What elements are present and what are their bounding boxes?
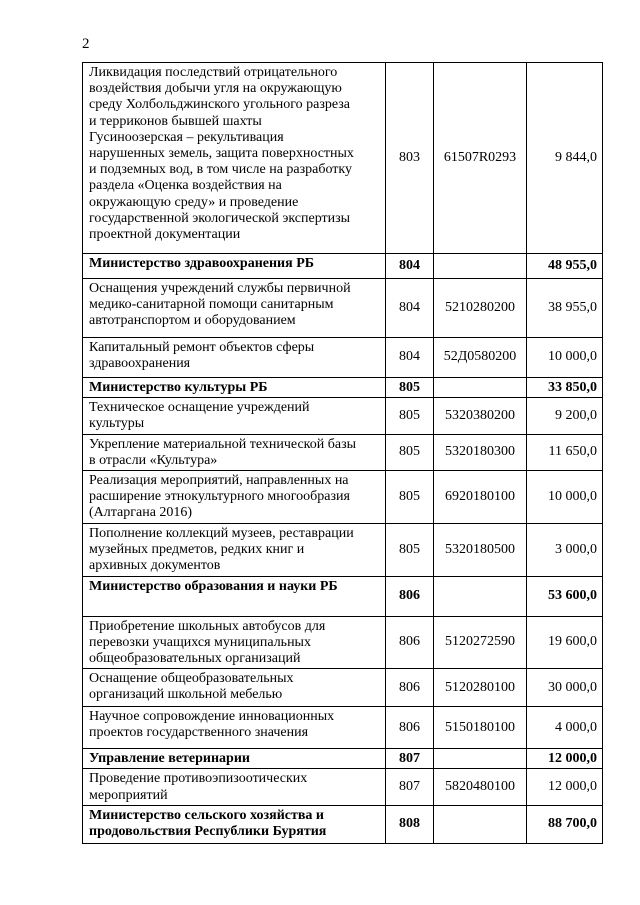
target-article-code [434,576,527,616]
row-description [83,805,386,843]
description-line: Приобретение школьных автобусов для [89,618,326,634]
description-line: мероприятий [89,787,168,803]
ministry-code: 805 [386,378,434,398]
amount-value: 4 000,0 [527,707,603,749]
ministry-code: 807 [386,749,434,769]
page-number: 2 [82,36,90,52]
ministry-code: 804 [386,254,434,279]
ministry-code: 806 [386,707,434,749]
description-line: Оснащение общеобразовательных [89,671,294,687]
amount-value: 38 955,0 [527,279,603,338]
ministry-code: 805 [386,434,434,470]
table-row [83,338,603,378]
description-line: перевозки учащихся муниципальных [89,634,311,650]
description-line: культуры [89,416,145,432]
description-line: Укрепление материальной технической базы [89,436,357,452]
target-article-code: 5210280200 [434,279,527,338]
description-line: Ликвидация последствий отрицательного [89,65,338,80]
amount-value: 30 000,0 [527,669,603,707]
budget-table-body [83,63,603,844]
table-group-row [83,254,603,279]
row-description [83,769,386,805]
ministry-code: 805 [386,471,434,524]
table-group-row [83,378,603,398]
target-article-code [434,749,527,769]
ministry-code: 805 [386,398,434,434]
amount-value: 12 000,0 [527,769,603,805]
budget-table [82,62,603,844]
description-line: Капитальный ремонт объектов сферы [89,340,315,355]
row-description [83,338,386,378]
table-row [83,434,603,470]
description-line: окружающую среду» и проведение [89,194,299,210]
amount-value: 10 000,0 [527,471,603,524]
description-line: общеобразовательных организаций [89,651,301,667]
row-description [83,434,386,470]
target-article-code: 5120280100 [434,669,527,707]
ministry-code: 803 [386,63,434,254]
target-article-code: 61507R0293 [434,63,527,254]
description-line: Научное сопровождение инновационных [89,709,335,725]
target-article-code: 5320380200 [434,398,527,434]
row-description [83,279,386,338]
amount-value: 53 600,0 [527,576,603,616]
amount-value: 88 700,0 [527,805,603,843]
description-line: продовольствия Республики Бурятия [89,824,327,840]
amount-value: 10 000,0 [527,338,603,378]
amount-value: 3 000,0 [527,523,603,576]
amount-value: 48 955,0 [527,254,603,279]
table-row [83,769,603,805]
target-article-code: 6920180100 [434,471,527,524]
row-description [83,616,386,669]
description-line: Министерство образования и науки РБ [89,578,338,594]
description-line: в отрасли «Культура» [89,452,218,468]
description-line: Управление ветеринарии [89,751,250,767]
amount-value: 9 200,0 [527,398,603,434]
description-line: Техническое оснащение учреждений [89,400,310,416]
description-line: Министерство сельского хозяйства и [89,807,324,823]
target-article-code [434,378,527,398]
description-line: Проведение противоэпизоотических [89,771,308,787]
description-line: государственной экологической экспертизы [89,210,351,226]
table-row [83,669,603,707]
table-group-row [83,576,603,616]
target-article-code: 5150180100 [434,707,527,749]
ministry-code: 806 [386,669,434,707]
description-line: Пополнение коллекций музеев, реставрации [89,525,354,541]
table-row [83,471,603,524]
description-line: музейных предметов, редких книг и [89,541,305,557]
table-group-row [83,749,603,769]
description-line: автотранспортом и оборудованием [89,313,296,329]
row-description [83,707,386,749]
amount-value: 19 600,0 [527,616,603,669]
description-line: проектной документации [89,227,241,243]
target-article-code: 5120272590 [434,616,527,669]
description-line: и терриконов бывшей шахты [89,113,262,129]
table-row [83,523,603,576]
target-article-code [434,805,527,843]
row-description [83,523,386,576]
ministry-code: 805 [386,523,434,576]
ministry-code: 808 [386,805,434,843]
description-line: расширение этнокультурного многообразия [89,489,350,505]
row-description [83,749,386,769]
description-line: архивных документов [89,558,221,574]
table-group-row [83,805,603,843]
description-line: Гусиноозерская – рекультивация [89,129,284,145]
table-row [83,63,603,254]
target-article-code [434,254,527,279]
target-article-code: 5320180300 [434,434,527,470]
description-line: и подземных вод, в том числе на разработку [89,162,353,178]
table-row [83,707,603,749]
description-line: нарушенных земель, защита поверхностных [89,146,354,162]
table-row [83,398,603,434]
description-line: медико-санитарной помощи санитарным [89,297,334,313]
description-line: Министерство культуры РБ [89,380,268,395]
ministry-code: 804 [386,279,434,338]
ministry-code: 804 [386,338,434,378]
ministry-code: 806 [386,616,434,669]
target-article-code: 5820480100 [434,769,527,805]
ministry-code: 806 [386,576,434,616]
description-line: (Алтаргана 2016) [89,505,193,521]
description-line: проектов государственного значения [89,725,309,741]
row-description [83,669,386,707]
amount-value: 12 000,0 [527,749,603,769]
row-description [83,63,386,254]
description-line: здравоохранения [89,356,191,372]
description-line: Министерство здравоохранения РБ [89,256,314,271]
target-article-code: 5320180500 [434,523,527,576]
row-description [83,576,386,616]
amount-value: 11 650,0 [527,434,603,470]
ministry-code: 807 [386,769,434,805]
row-description [83,398,386,434]
amount-value: 9 844,0 [527,63,603,254]
amount-value: 33 850,0 [527,378,603,398]
description-line: организаций школьной мебелью [89,687,283,703]
description-line: воздействия добычи угля на окружающую [89,81,342,97]
description-line: Оснащения учреждений службы первичной [89,281,351,296]
row-description [83,471,386,524]
table-row [83,616,603,669]
description-line: Реализация мероприятий, направленных на [89,473,349,489]
description-line: среду Холбольджинского угольного разреза [89,97,351,113]
description-line: раздела «Оценка воздействия на [89,178,282,194]
row-description [83,378,386,398]
target-article-code: 52Д0580200 [434,338,527,378]
row-description [83,254,386,279]
table-row [83,279,603,338]
